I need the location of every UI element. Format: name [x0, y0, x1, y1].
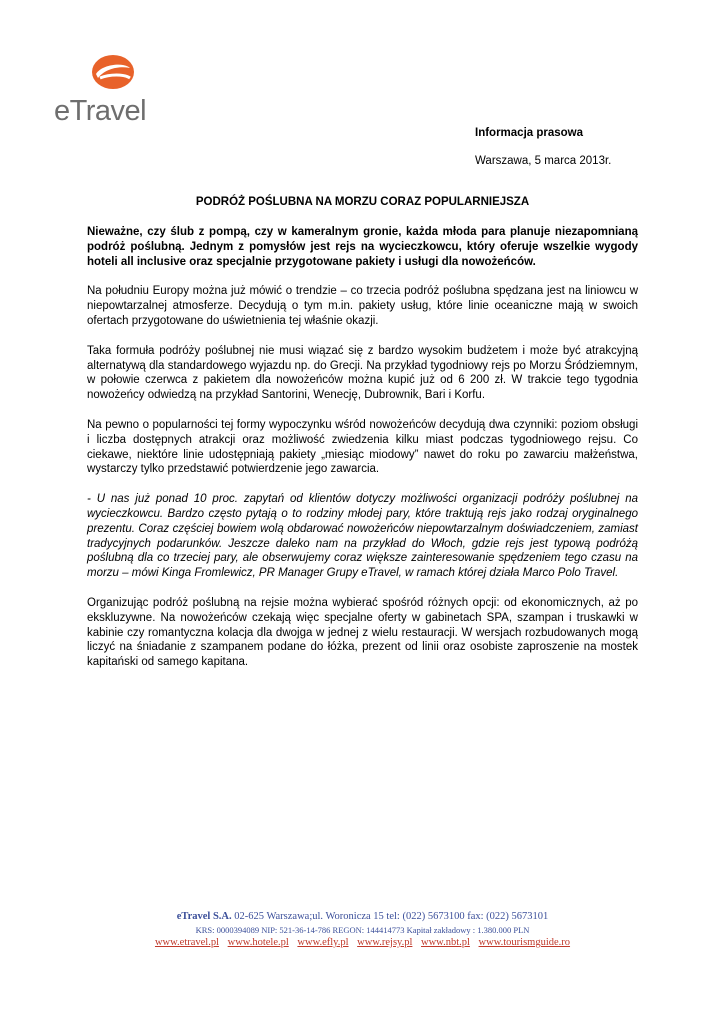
paragraph-2: Taka formuła podróży poślubnej nie musi wiązać się z bardzo wysokim budżetem i może być atrakcyjną alternatywą dla standardowego wyjazdu np. do Grecji. Na przykład tygodniowy rejs po Morzu Śródziemnym, w połowie czerwca z pakietem dla nowożeńców można kupić już od 6 200 zł. W trakcie tego tygodnia nowożeńcy odwiedzą na przykład Santorini, Wenecję, Dubrownik, Bari i Korfu.	[87, 344, 638, 402]
quote-paragraph: - U nas już ponad 10 proc. zapytań od klientów dotyczy możliwości organizacji podróży poślubnej na wycieczkowcu. Bardzo często pytają o to rodziny młodej pary, które traktują rejs jako rodzaj oryginalnego prezentu. Coraz częściej bowiem wolą obdarować nowożeńców niepowtarzalnym doświadczeniem, zamiast tradycyjnych podarunków. Jeszcze daleko nam na przykład do Włoch, gdzie rejs jest typową podróżą poślubną dla co trzeciej pary, ale obserwujemy coraz większe zainteresowanie spędzeniem tego czasu na morzu – mówi Kinga Fromlewicz, PR Manager Grupy eTravel, w ramach której działa Marco Polo Travel.	[87, 493, 638, 580]
footer-address-line	[0, 910, 725, 924]
brand-wordmark: eTravel	[54, 95, 147, 127]
lead-paragraph: Nieważne, czy ślub z pompą, czy w kameralnym gronie, każda młoda para planuje niezapomnianą podróż poślubną. Jednym z pomysłów jest rejs na wycieczkowcu, który oferuje wszelkie wygody hoteli all inclusive oraz specjalnie przygotowane pakiety i usługi dla nowożeńców.	[87, 226, 638, 268]
footer-address: 02-625 Warszawa;ul. Woronicza 15 tel: (022) 5673100 fax: (022) 5673101	[231, 911, 549, 922]
footer-links	[0, 936, 725, 949]
footer-company: eTravel S.A.	[176, 911, 232, 922]
footer-link-rejsy[interactable]: www.rejsy.pl	[357, 937, 413, 948]
press-release-label: Informacja prasowa	[475, 127, 584, 139]
footer-link-etravel[interactable]: www.etravel.pl	[154, 937, 220, 948]
article-title: PODRÓŻ POŚLUBNA NA MORZU CORAZ POPULARNIEJSZA	[195, 196, 530, 208]
paragraph-1: Na południu Europy można już mówić o trendzie – co trzecia podróż poślubna spędzana jest na liniowcu w niepowtarzalnej atmosferze. Decydują o tym m.in. pakiety usług, które linie oceaniczne mają w swoich ofertach przygotowane do uświetnienia tej właśnie okazji.	[87, 285, 638, 327]
paragraph-4: Organizując podróż poślubną na rejsie można wybierać spośród różnych opcji: od ekonomicznych, aż po ekskluzywne. Na nowożeńców czekają więc specjalne oferty w gabinetach SPA, szampan i truskawki w kabinie czy romantyczna kolacja dla dwojga w jednej z wielu restauracji. W wersjach rozbudowanych mogą liczyć na śniadanie z szampanem podane do łóżka, prezent od linii oraz osobiste zaproszenie na mostek kapitański od samego kapitana.	[87, 596, 638, 669]
footer-link-nbt[interactable]: www.nbt.pl	[421, 937, 470, 948]
article-body	[87, 225, 638, 685]
paragraph-3: Na pewno o popularności tej formy wypoczynku wśród nowożeńców decydują dwa czynniki: poziom obsługi i liczba dostępnych atrakcji oraz możliwość zwiedzenia kilku miast podczas tygodniowego rejsu. Co ciekawe, niektóre linie udostępniają pakiety „miesiąc miodowy” nawet do roku po zawarciu małżeństwa, wystarczy tylko przedstawić potwierdzenie jego zawarcia.	[87, 418, 638, 476]
footer	[0, 910, 725, 949]
footer-link-efly[interactable]: www.efly.pl	[297, 937, 349, 948]
dateline: Warszawa, 5 marca 2013r.	[475, 155, 612, 167]
footer-link-tourismguide[interactable]: www.tourismguide.ro	[478, 937, 571, 948]
footer-link-hotele[interactable]: www.hotele.pl	[227, 937, 289, 948]
footer-registry: KRS: 0000394089 NIP: 521-36-14-786 REGON: 144414773 Kapitał zakładowy : 1.380.000 PLN	[195, 925, 530, 935]
